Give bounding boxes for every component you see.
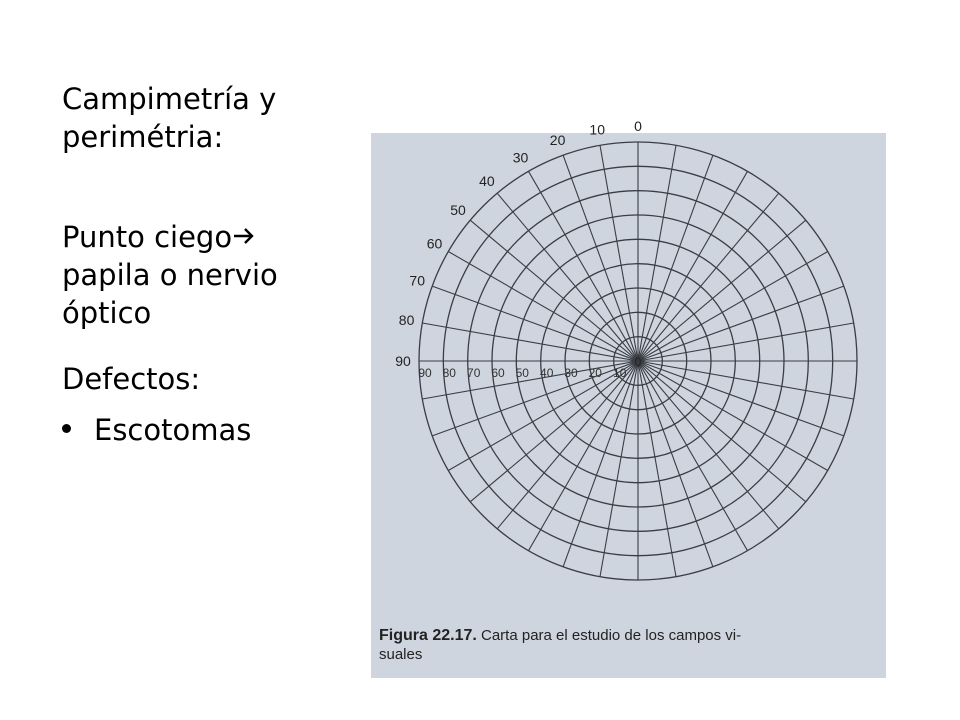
meridian-label-50: 50: [450, 201, 466, 218]
meridian-label-10: 10: [589, 121, 605, 138]
eccentricity-label-20: 20: [588, 366, 602, 380]
defects-label: Defectos:: [62, 362, 201, 396]
eccentricity-label-80: 80: [442, 366, 456, 380]
right-arrow-icon: [233, 227, 255, 245]
meridian-label-90: 90: [395, 353, 411, 369]
caption-number: Figura 22.17.: [379, 627, 477, 644]
bullet-item: [62, 411, 362, 449]
center-label: 0: [634, 355, 642, 369]
blind-spot-line: [62, 218, 362, 332]
eccentricity-label-70: 70: [467, 366, 481, 380]
meridian-label-20: 20: [549, 132, 566, 149]
perimetry-chart: [371, 118, 886, 623]
caption-line2: suales: [379, 646, 423, 663]
caption-line1: Carta para el estudio de los campos vi-: [481, 627, 742, 644]
spacer: [62, 156, 362, 218]
meridian-label-60: 60: [426, 235, 443, 252]
perimetry-figure: [371, 118, 886, 678]
blind-spot-prefix: Punto ciego: [62, 220, 233, 254]
meridian-label-70: 70: [409, 272, 425, 289]
meridian-label-40: 40: [479, 173, 495, 189]
eccentricity-label-50: 50: [515, 366, 529, 380]
eccentricity-label-90: 90: [418, 366, 432, 380]
eccentricity-label-60: 60: [491, 366, 505, 380]
blind-spot-text: papila o nervio óptico: [62, 258, 278, 330]
slide-title: Campimetría y perimétria:: [62, 82, 277, 154]
slide-text: [62, 80, 362, 449]
meridian-label-30: 30: [512, 149, 529, 166]
eccentricity-label-40: 40: [540, 366, 554, 380]
eccentricity-label-10: 10: [613, 366, 627, 380]
meridian-label-0: 0: [634, 118, 642, 134]
bullet-dot-icon: [62, 424, 71, 433]
figure-caption: [379, 626, 879, 664]
eccentricity-label-30: 30: [564, 366, 578, 380]
bullet-text: Escotomas: [94, 413, 252, 447]
meridian-label-80: 80: [398, 312, 415, 329]
